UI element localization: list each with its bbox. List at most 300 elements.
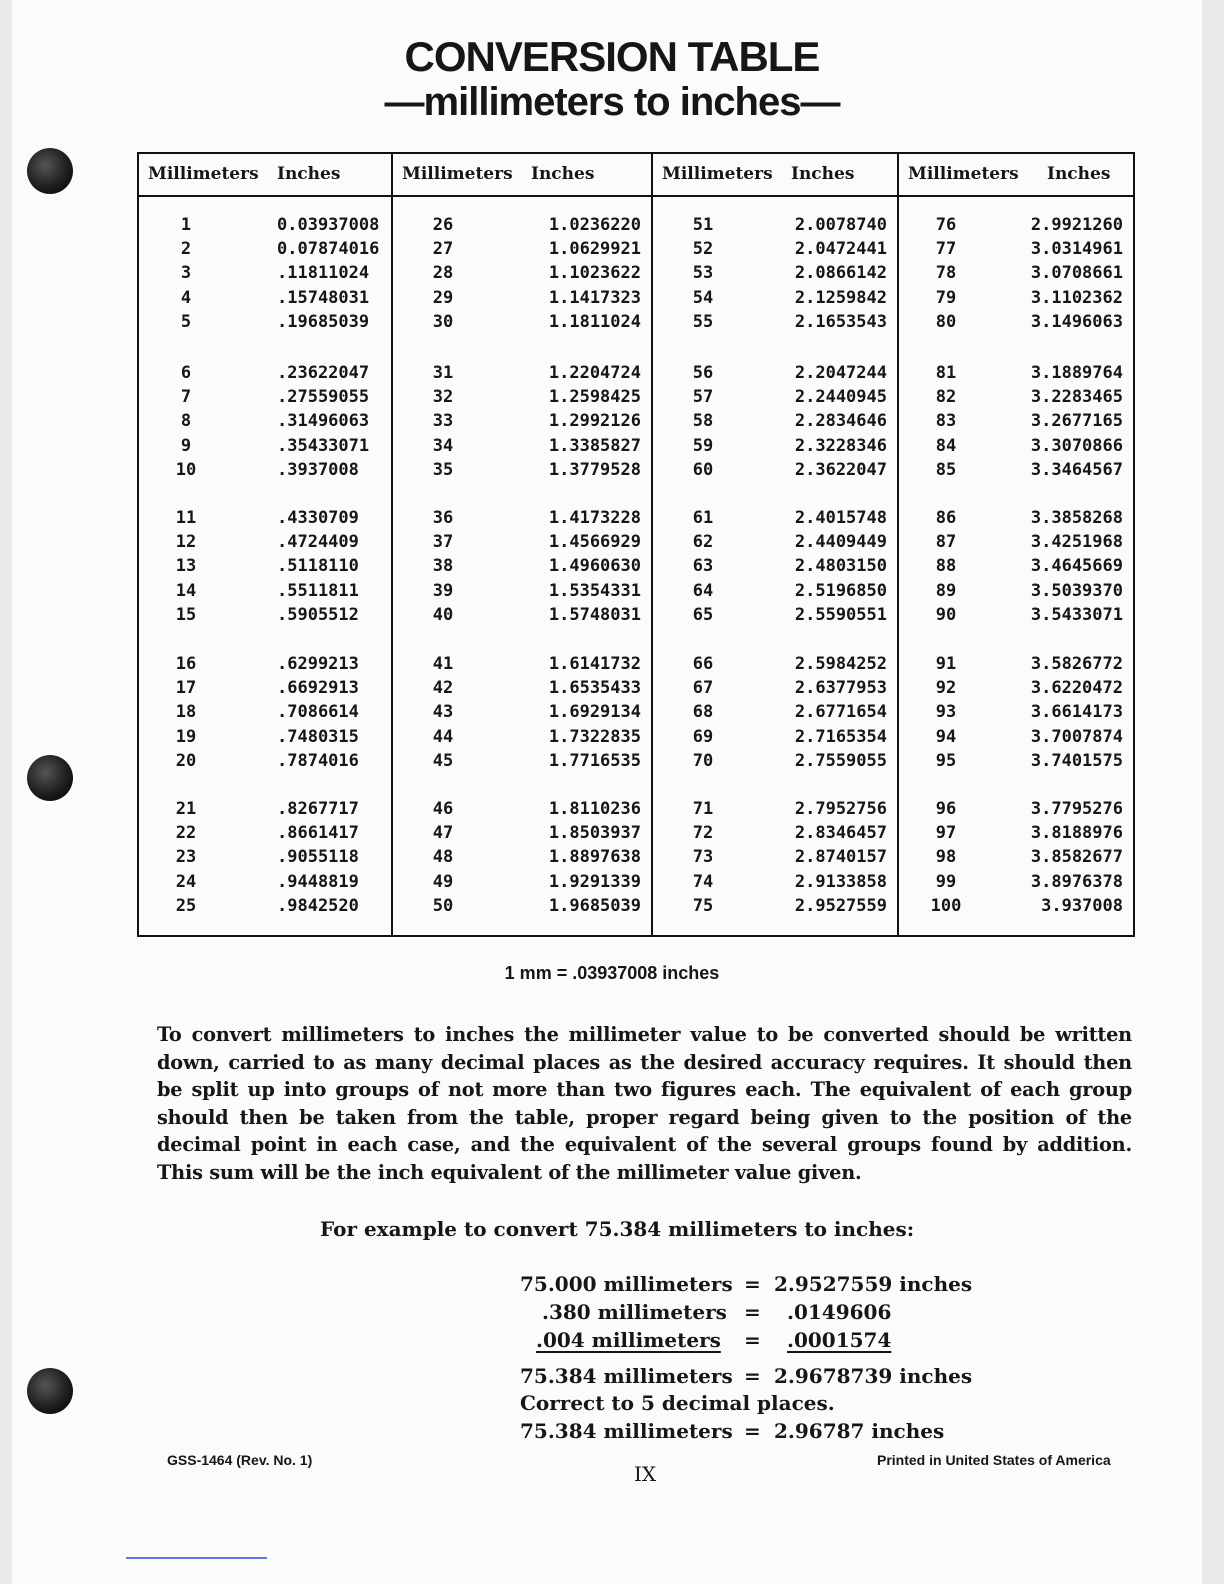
inches-cell: 2.8740157 [794, 847, 887, 868]
table-column [651, 154, 897, 935]
inches-cell: 3.7795276 [1030, 799, 1123, 819]
millimeters-cell: 57 [692, 387, 714, 408]
rounding-note: Correct to 5 decimal places. [520, 1391, 835, 1415]
result-right: 2.96787 inches [774, 1419, 945, 1443]
row-group [899, 361, 1133, 482]
row-group [393, 506, 651, 627]
row-group [899, 652, 1133, 773]
table-row [899, 213, 1133, 237]
inches-cell: .11811024 [277, 263, 370, 284]
table-row [393, 409, 651, 433]
millimeters-cell: 66 [692, 654, 714, 674]
inches-cell: 2.1653543 [794, 311, 887, 332]
table-row [653, 261, 897, 285]
inches-cell: 2.6377953 [794, 678, 887, 699]
millimeters-cell: 61 [692, 508, 714, 528]
inches-cell: 1.5748031 [548, 604, 641, 625]
millimeters-cell: 25 [175, 895, 197, 916]
inches-cell: .7874016 [277, 750, 359, 771]
inches-cell: .23622047 [277, 363, 370, 383]
table-row [899, 286, 1133, 310]
inches-cell: 1.4566929 [548, 532, 641, 553]
table-row [653, 506, 897, 530]
row-group [899, 797, 1133, 918]
inches-cell: 2.5590551 [794, 604, 887, 625]
inches-cell: 3.4645669 [1030, 556, 1123, 577]
binder-hole-top [27, 148, 73, 194]
calc-left: .380 millimeters [542, 1300, 727, 1324]
inches-cell: 3.8188976 [1030, 823, 1123, 844]
table-row [139, 749, 391, 773]
table-row [899, 385, 1133, 409]
inches-cell: .6692913 [277, 678, 359, 699]
millimeters-cell: 100 [930, 895, 962, 916]
table-row [393, 652, 651, 676]
inches-cell: .19685039 [277, 311, 370, 332]
millimeters-cell: 67 [692, 678, 714, 699]
table-row [139, 530, 391, 554]
inches-cell: 1.6141732 [548, 654, 641, 674]
table-row [899, 506, 1133, 530]
inches-cell: 1.9685039 [548, 895, 641, 916]
table-row [393, 261, 651, 285]
millimeters-cell: 84 [935, 435, 957, 456]
inches-cell: 1.0629921 [548, 239, 641, 260]
millimeters-cell: 29 [432, 287, 454, 308]
millimeters-cell: 68 [692, 702, 714, 723]
table-row [653, 434, 897, 458]
inches-cell: 3.5039370 [1030, 580, 1123, 601]
millimeters-cell: 88 [935, 556, 957, 577]
table-row [653, 894, 897, 918]
millimeters-cell: 74 [692, 871, 714, 892]
millimeters-cell: 30 [432, 311, 454, 332]
binder-hole-bottom [27, 1368, 73, 1414]
inches-cell: 3.6220472 [1030, 678, 1123, 699]
conversion-formula: 1 mm = .03937008 inches [504, 963, 720, 983]
millimeters-cell: 15 [175, 604, 197, 625]
table-row [899, 554, 1133, 578]
inches-cell: 2.5196850 [794, 580, 887, 601]
inches-cell: 3.5433071 [1030, 604, 1123, 625]
row-group [393, 797, 651, 918]
inches-cell: 3.5826772 [1030, 654, 1123, 674]
millimeters-cell: 17 [175, 678, 197, 699]
inches-cell: .7480315 [277, 726, 359, 747]
millimeters-cell: 90 [935, 604, 957, 625]
millimeters-cell: 36 [432, 508, 454, 528]
instructions-paragraph: To convert millimeters to inches the millimeter value to be converted should be written down, carried to as many decimal places as the desired accuracy requires. It should then be split up into groups of not more than two figures each. The equivalent of each group should then be taken from the table, proper regard being given to the position of the decimal point in each case, and the equivalent of the several groups found by addition. This sum will be the inch equivalent of the millimeter value given. [157, 1023, 1132, 1184]
inches-cell: 1.3385827 [548, 435, 641, 456]
millimeters-cell: 7 [180, 387, 192, 408]
millimeters-cell: 94 [935, 726, 957, 747]
table-row [393, 797, 651, 821]
millimeters-cell: 44 [432, 726, 454, 747]
millimeters-cell: 73 [692, 847, 714, 868]
table-row [139, 213, 391, 237]
table-row [393, 506, 651, 530]
table-row [653, 286, 897, 310]
inches-cell: .6299213 [277, 654, 359, 674]
table-row [139, 506, 391, 530]
millimeters-cell: 87 [935, 532, 957, 553]
inches-cell: 1.7322835 [548, 726, 641, 747]
millimeters-cell: 97 [935, 823, 957, 844]
inches-cell: 3.6614173 [1030, 702, 1123, 723]
calc-right: .0149606 [787, 1300, 892, 1324]
millimeters-cell: 54 [692, 287, 714, 308]
inches-cell: 2.4015748 [794, 508, 887, 528]
binder-hole-middle [27, 755, 73, 801]
millimeters-cell: 59 [692, 435, 714, 456]
millimeters-cell: 65 [692, 604, 714, 625]
row-group [653, 652, 897, 773]
inches-cell: 2.9921260 [1030, 215, 1123, 235]
table-row [653, 700, 897, 724]
millimeters-cell: 19 [175, 726, 197, 747]
millimeters-cell: 99 [935, 871, 957, 892]
millimeters-cell: 71 [692, 799, 714, 819]
table-row [139, 361, 391, 385]
table-row [393, 530, 651, 554]
table-row [139, 458, 391, 482]
row-group [653, 213, 897, 334]
header-millimeters: Millimeters [662, 164, 773, 184]
table-row [139, 385, 391, 409]
millimeters-cell: 22 [175, 823, 197, 844]
table-row [899, 261, 1133, 285]
table-row [899, 821, 1133, 845]
millimeters-cell: 34 [432, 435, 454, 456]
millimeters-cell: 60 [692, 459, 714, 480]
inches-cell: 3.8976378 [1030, 871, 1123, 892]
table-row [899, 652, 1133, 676]
inches-cell: 1.2992126 [548, 411, 641, 432]
table-row [393, 237, 651, 261]
table-row [393, 286, 651, 310]
table-row [393, 361, 651, 385]
millimeters-cell: 64 [692, 580, 714, 601]
table-row [393, 845, 651, 869]
millimeters-cell: 80 [935, 311, 957, 332]
inches-cell: 3.2283465 [1030, 387, 1123, 408]
header-inches: Inches [791, 164, 855, 184]
inches-cell: 2.0472441 [794, 239, 887, 260]
table-row [139, 554, 391, 578]
table-row [393, 894, 651, 918]
table-row [653, 821, 897, 845]
inches-cell: 1.9291339 [548, 871, 641, 892]
inches-cell: 2.9133858 [794, 871, 887, 892]
table-row [899, 870, 1133, 894]
inches-cell: 2.5984252 [794, 654, 887, 674]
millimeters-cell: 12 [175, 532, 197, 553]
millimeters-cell: 72 [692, 823, 714, 844]
row-group [393, 652, 651, 773]
table-row [139, 434, 391, 458]
millimeters-cell: 89 [935, 580, 957, 601]
table-row [139, 652, 391, 676]
millimeters-cell: 48 [432, 847, 454, 868]
millimeters-cell: 16 [175, 654, 197, 674]
inches-cell: 3.8582677 [1030, 847, 1123, 868]
table-row [393, 554, 651, 578]
table-row [653, 579, 897, 603]
inches-cell: .7086614 [277, 702, 359, 723]
inches-cell: 1.1417323 [548, 287, 641, 308]
millimeters-cell: 31 [432, 363, 454, 383]
row-group [653, 361, 897, 482]
inches-cell: 3.1889764 [1030, 363, 1123, 383]
millimeters-cell: 24 [175, 871, 197, 892]
table-row [139, 409, 391, 433]
inches-cell: .3937008 [277, 459, 359, 480]
inches-cell: .5118110 [277, 556, 359, 577]
column-header [139, 154, 391, 197]
inches-cell: 2.2440945 [794, 387, 887, 408]
inches-cell: 1.2204724 [548, 363, 641, 383]
table-row [899, 409, 1133, 433]
calc-equals: = [744, 1328, 761, 1352]
table-row [393, 310, 651, 334]
table-row [653, 409, 897, 433]
table-row [653, 385, 897, 409]
table-row [899, 310, 1133, 334]
inches-cell: 3.0708661 [1030, 263, 1123, 284]
printed-in: Printed in United States of America [877, 1452, 1111, 1468]
table-row [899, 361, 1133, 385]
header-inches: Inches [531, 164, 595, 184]
table-row [653, 676, 897, 700]
inches-cell: 1.4960630 [548, 556, 641, 577]
conversion-table [137, 152, 1135, 937]
inches-cell: 2.3622047 [794, 459, 887, 480]
inches-cell: .9842520 [277, 895, 359, 916]
header-inches: Inches [1047, 164, 1111, 184]
millimeters-cell: 78 [935, 263, 957, 284]
row-group [393, 213, 651, 334]
millimeters-cell: 23 [175, 847, 197, 868]
inches-cell: .9055118 [277, 847, 359, 868]
example-intro: For example to convert 75.384 millimeters to inches: [320, 1217, 915, 1241]
millimeters-cell: 11 [175, 508, 197, 528]
inches-cell: 2.7165354 [794, 726, 887, 747]
millimeters-cell: 26 [432, 215, 454, 235]
inches-cell: 2.4803150 [794, 556, 887, 577]
millimeters-cell: 42 [432, 678, 454, 699]
inches-cell: 2.4409449 [794, 532, 887, 553]
table-row [139, 725, 391, 749]
table-row [899, 797, 1133, 821]
table-column [391, 154, 651, 935]
table-row [653, 603, 897, 627]
table-row [393, 749, 651, 773]
millimeters-cell: 3 [180, 263, 192, 284]
calc-sum-right: 2.9678739 inches [774, 1364, 973, 1388]
millimeters-cell: 58 [692, 411, 714, 432]
inches-cell: 2.3228346 [794, 435, 887, 456]
header-inches: Inches [277, 164, 341, 184]
millimeters-cell: 2 [180, 239, 192, 260]
table-row [393, 458, 651, 482]
inches-cell: 3.3858268 [1030, 508, 1123, 528]
inches-cell: 3.3070866 [1030, 435, 1123, 456]
millimeters-cell: 35 [432, 459, 454, 480]
inches-cell: 1.1811024 [548, 311, 641, 332]
millimeters-cell: 86 [935, 508, 957, 528]
inches-cell: .8661417 [277, 823, 359, 844]
millimeters-cell: 96 [935, 799, 957, 819]
table-row [139, 310, 391, 334]
table-row [393, 579, 651, 603]
millimeters-cell: 77 [935, 239, 957, 260]
table-row [653, 749, 897, 773]
table-column [139, 154, 391, 935]
millimeters-cell: 62 [692, 532, 714, 553]
table-row [393, 385, 651, 409]
table-row [139, 821, 391, 845]
table-row [139, 603, 391, 627]
table-row [899, 458, 1133, 482]
row-group [899, 506, 1133, 627]
table-row [653, 530, 897, 554]
inches-cell: 3.937008 [1041, 895, 1123, 916]
inches-cell: 1.8503937 [548, 823, 641, 844]
table-row [653, 213, 897, 237]
millimeters-cell: 91 [935, 654, 957, 674]
table-row [653, 845, 897, 869]
inches-cell: 1.5354331 [548, 580, 641, 601]
inches-cell: 3.7401575 [1030, 750, 1123, 771]
millimeters-cell: 21 [175, 799, 197, 819]
calc-equals: = [744, 1364, 761, 1388]
calc-right: 2.9527559 inches [774, 1272, 973, 1296]
inches-cell: 3.7007874 [1030, 726, 1123, 747]
table-row [139, 870, 391, 894]
table-row [393, 821, 651, 845]
row-group [139, 797, 391, 918]
millimeters-cell: 70 [692, 750, 714, 771]
row-group [139, 652, 391, 773]
table-row [139, 700, 391, 724]
inches-cell: 2.9527559 [794, 895, 887, 916]
calc-left: 75.000 millimeters [520, 1272, 733, 1296]
inches-cell: 1.0236220 [548, 215, 641, 235]
calc-right: .0001574 [787, 1328, 892, 1352]
table-row [393, 434, 651, 458]
table-row [899, 725, 1133, 749]
millimeters-cell: 56 [692, 363, 714, 383]
millimeters-cell: 98 [935, 847, 957, 868]
inches-cell: .4330709 [277, 508, 359, 528]
millimeters-cell: 38 [432, 556, 454, 577]
millimeters-cell: 82 [935, 387, 957, 408]
table-row [899, 676, 1133, 700]
inches-cell: 1.8110236 [548, 799, 641, 819]
millimeters-cell: 1 [180, 215, 192, 235]
inches-cell: 1.6535433 [548, 678, 641, 699]
table-row [393, 870, 651, 894]
millimeters-cell: 18 [175, 702, 197, 723]
millimeters-cell: 40 [432, 604, 454, 625]
inches-cell: .5511811 [277, 580, 359, 601]
inches-cell: .31496063 [277, 411, 370, 432]
millimeters-cell: 46 [432, 799, 454, 819]
millimeters-cell: 83 [935, 411, 957, 432]
table-row [899, 579, 1133, 603]
table-row [393, 603, 651, 627]
table-row [899, 749, 1133, 773]
table-row [139, 797, 391, 821]
inches-cell: 2.0866142 [794, 263, 887, 284]
row-group [393, 361, 651, 482]
blue-rule [126, 1557, 267, 1559]
table-row [393, 700, 651, 724]
header-millimeters: Millimeters [402, 164, 513, 184]
inches-cell: 1.3779528 [548, 459, 641, 480]
table-row [139, 845, 391, 869]
inches-cell: .35433071 [277, 435, 370, 456]
page-number: IX [634, 1462, 657, 1486]
table-row [653, 797, 897, 821]
inches-cell: 3.1102362 [1030, 287, 1123, 308]
inches-cell: .9448819 [277, 871, 359, 892]
table-row [653, 361, 897, 385]
table-row [899, 530, 1133, 554]
millimeters-cell: 95 [935, 750, 957, 771]
inches-cell: 0.03937008 [277, 215, 380, 235]
millimeters-cell: 52 [692, 239, 714, 260]
page-subtitle: —millimeters to inches— [384, 80, 840, 124]
inches-cell: 2.7559055 [794, 750, 887, 771]
table-row [653, 554, 897, 578]
millimeters-cell: 47 [432, 823, 454, 844]
millimeters-cell: 10 [175, 459, 197, 480]
inches-cell: 1.8897638 [548, 847, 641, 868]
inches-cell: 2.2047244 [794, 363, 887, 383]
inches-cell: 2.6771654 [794, 702, 887, 723]
table-row [139, 286, 391, 310]
inches-cell: 3.3464567 [1030, 459, 1123, 480]
millimeters-cell: 79 [935, 287, 957, 308]
row-group [653, 506, 897, 627]
table-row [393, 213, 651, 237]
millimeters-cell: 81 [935, 363, 957, 383]
millimeters-cell: 76 [935, 215, 957, 235]
table-row [653, 237, 897, 261]
table-row [653, 652, 897, 676]
inches-cell: 1.4173228 [548, 508, 641, 528]
header-millimeters: Millimeters [908, 164, 1019, 184]
inches-cell: .5905512 [277, 604, 359, 625]
table-row [653, 458, 897, 482]
inches-cell: 3.2677165 [1030, 411, 1123, 432]
table-row [393, 676, 651, 700]
table-row [139, 237, 391, 261]
inches-cell: 3.1496063 [1030, 311, 1123, 332]
millimeters-cell: 20 [175, 750, 197, 771]
millimeters-cell: 45 [432, 750, 454, 771]
millimeters-cell: 92 [935, 678, 957, 699]
table-row [139, 261, 391, 285]
table-row [393, 725, 651, 749]
millimeters-cell: 63 [692, 556, 714, 577]
millimeters-cell: 13 [175, 556, 197, 577]
inches-cell: 2.8346457 [794, 823, 887, 844]
calc-sum-left: 75.384 millimeters [520, 1364, 733, 1388]
table-row [899, 845, 1133, 869]
millimeters-cell: 9 [180, 435, 192, 456]
